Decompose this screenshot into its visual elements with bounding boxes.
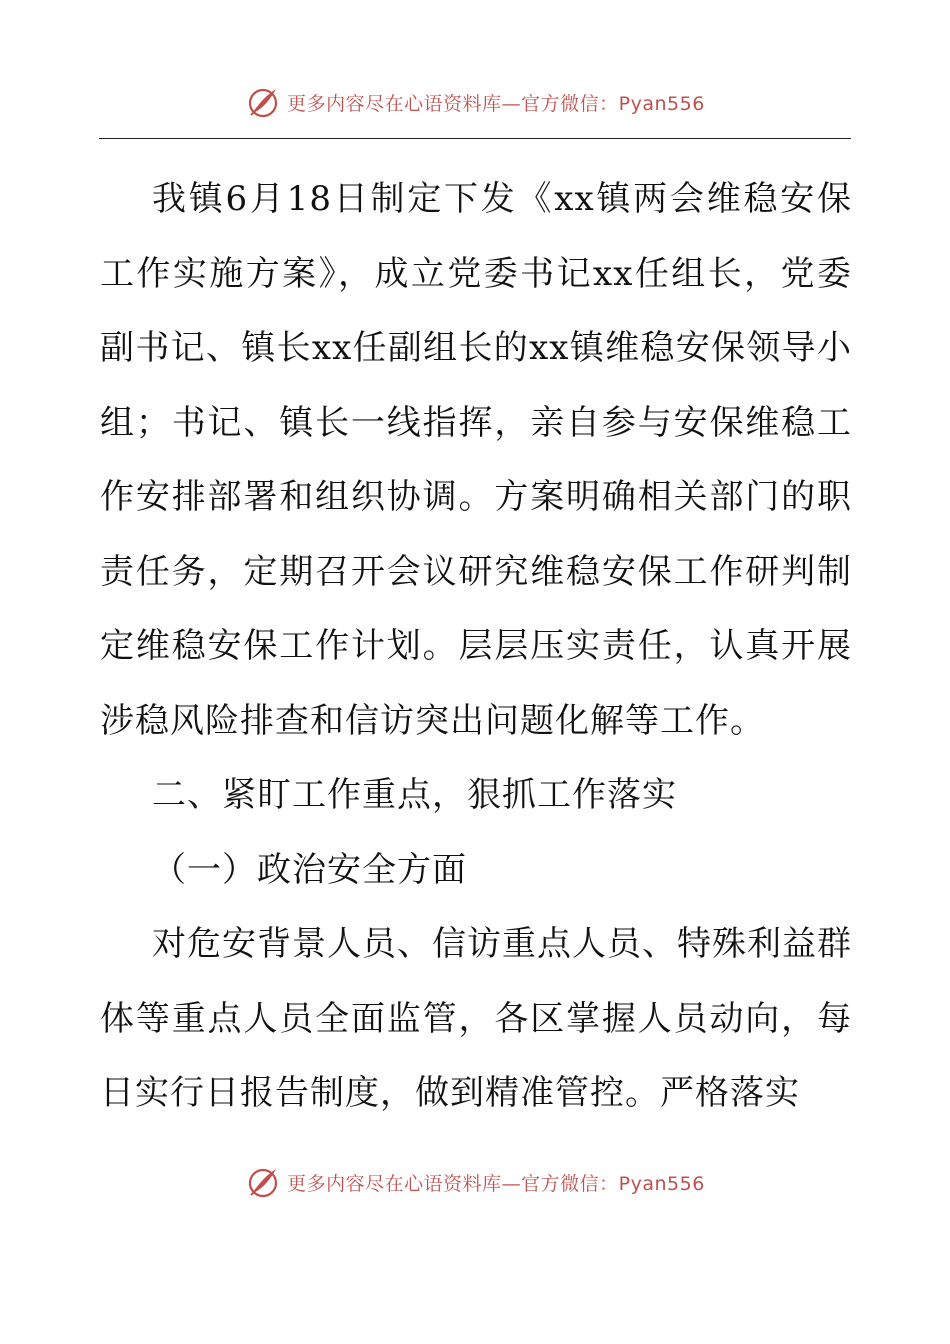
header-wechat-id: Pyan556 xyxy=(618,92,705,115)
body-paragraph-1: 我镇6月18日制定下发《xx镇两会维稳安保工作实施方案》，成立党委书记xx任组长，党委副书记、镇长xx任副组长的xx镇维稳安保领导小组；书记、镇长一线指挥，亲自参与安保维稳工作安排部署和组织协调。方案明确相关部门的职责任务，定期召开会议研究维稳安保工作研判制定维稳安保工作计划。层层压实责任，认真开展涉稳风险排查和信访突出问题化解等工作。 xyxy=(100,179,852,741)
header-banner xyxy=(0,82,950,122)
footer-wechat-id: Pyan556 xyxy=(618,1172,705,1195)
section-heading-2: 二、紧盯工作重点，狠抓工作落实 xyxy=(152,775,677,815)
header-banner-text: 更多内容尽在心语资料库—官方微信：Pyan556 xyxy=(287,92,705,115)
footer-banner-text: 更多内容尽在心语资料库—官方微信：Pyan556 xyxy=(287,1172,705,1195)
quill-logo-icon xyxy=(245,1164,281,1200)
document-body xyxy=(100,162,852,1131)
quill-logo-icon xyxy=(245,84,281,120)
subsection-heading-2-1: （一）政治安全方面 xyxy=(152,849,467,890)
header-divider xyxy=(99,138,851,139)
body-paragraph-2: 对危安背景人员、信访重点人员、特殊利益群体等重点人员全面监管，各区掌握人员动向，每日实行日报告制度，做到精准管控。严格落实 xyxy=(100,924,852,1113)
footer-banner xyxy=(0,1162,950,1202)
